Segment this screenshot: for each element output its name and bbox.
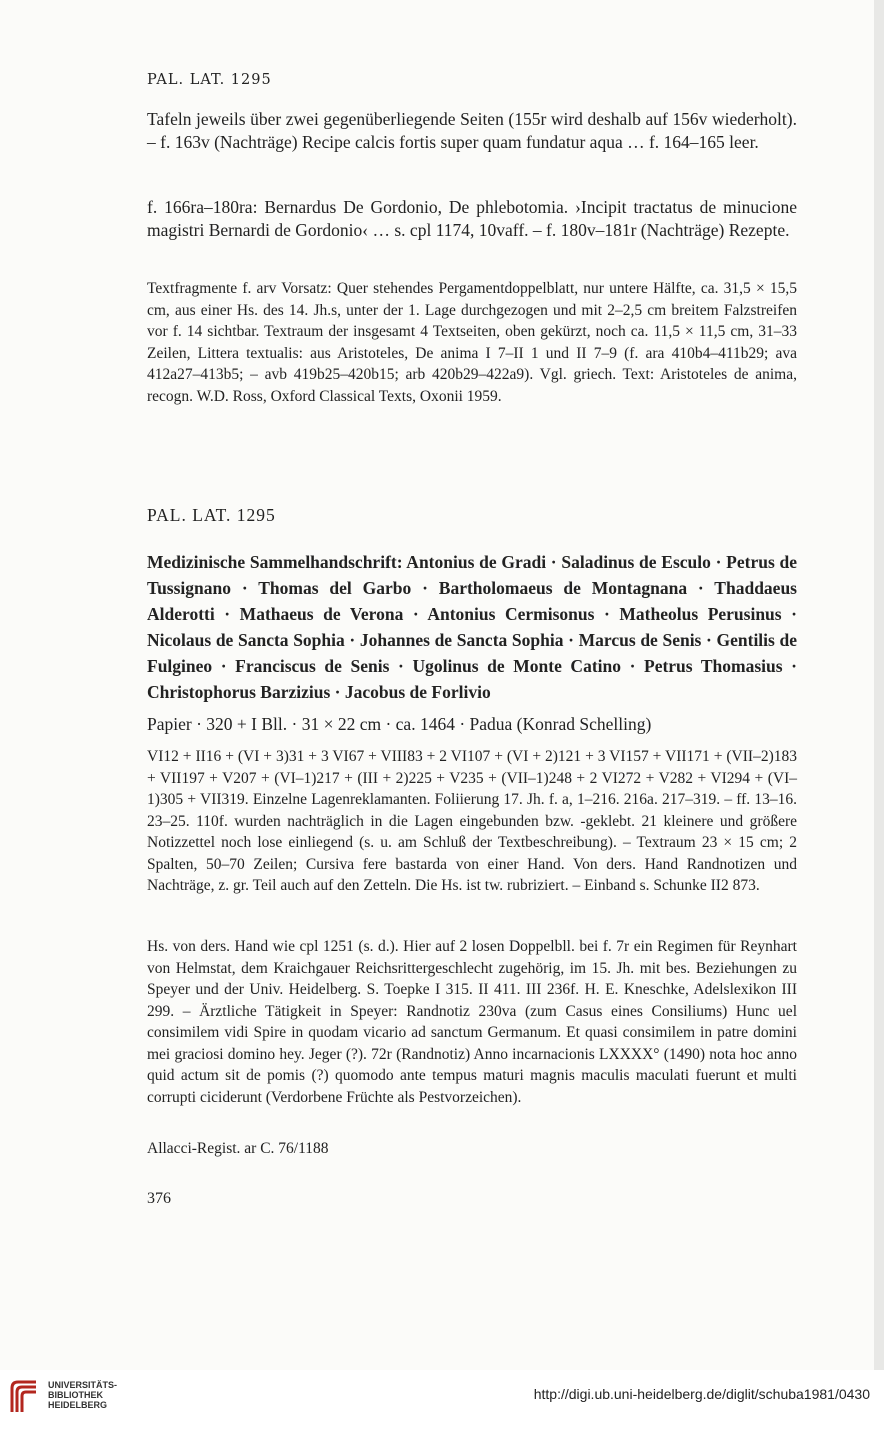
allacci-text: Allacci-Regist. ar C. 76/1188 bbox=[147, 1140, 329, 1157]
page-number: 376 bbox=[147, 1190, 171, 1207]
logo-line-2: BIBLIOTHEK bbox=[48, 1390, 103, 1400]
provenance-text: Hs. von ders. Hand wie cpl 1251 (s. d.). Hier auf 2 losen Doppelbll. bei f. 7r ein Regimen für Reynhart von Helmstat, dem Kraichgauer Reichsrittergeschlecht zugehörig, im 15. Jh. mit bes. Beziehungen zu Speyer und der Univ. Heidelberg. S. Toepke I 315. II 411. III 236f. H. E. Kneschke, Adelslexikon III 299. – Ärztliche Tätigkeit in Speyer: Randnotiz 230va (zum Casus eines Consiliums) Hunc uel consimilem vidi Spire in quodam vicario ad sanctum Germanum. Et quasi consimilem in patre domini mei graciosi domino hey. Jeger (?). 72r (Randnotiz) Anno incarnacionis LXXXX° (1490) nota hoc anno quid actum sit de pomis (?) quomodo ante tempus maturi magnis maculis maculati fuerunt et multi corrupti ciciderunt (Verdorbene Früchte als Pestvorzeichen). bbox=[147, 938, 797, 1106]
source-url[interactable]: http://digi.ub.uni-heidelberg.de/diglit/schuba1981/0430 bbox=[533, 1386, 870, 1402]
collation-text: VI12 + II16 + (VI + 3)31 + 3 VI67 + VIII83 + 2 VI107 + (VI + 2)121 + 3 VI157 + VII171 + (VII–2)183 + VII197 + V207 + (VI–1)217 + (III + 2)225 + V235 + (VII–1)248 + 2 VI272 + V282 + VI294 + (VI–1)305 + VII319. Einzelne Lagenreklamanten. Foliierung 17. Jh. f. a, 1–216. 216a. 217–319. – ff. 13–16. 23–25. 110f. wurden nachträglich in die Lagen eingebunden bzw. -geklebt. 21 kleinere und größere Notizzettel noch lose einliegend (s. u. am Schluß der Textbeschreibung). – Textraum 23 × 15 cm; 2 Spalten, 50–70 Zeilen; Cursiva fere bastarda von einer Hand. Von ders. Hand Randnotizen und Nachträge, z. gr. Teil auch auf den Zetteln. Die Hs. ist tw. rubriziert. – Einband s. Schunke II2 873. bbox=[147, 748, 797, 894]
page-edge bbox=[874, 0, 884, 1430]
paragraph-top-1 bbox=[147, 108, 797, 153]
paragraph-top-3 bbox=[147, 278, 797, 407]
provenance-paragraph bbox=[147, 936, 797, 1108]
manuscript-heading bbox=[147, 549, 797, 705]
paragraph-top-2-text: f. 166ra–180ra: Bernardus De Gordonio, De phlebotomia. ›Incipit tractatus de minucione magistri Bernardi de Gordonio‹ … s. cpl 1174, 10vaff. – f. 180v–181r (Nachträge) Rezepte. bbox=[147, 197, 797, 240]
library-logo-icon bbox=[8, 1378, 40, 1416]
section-title: PAL. LAT. 1295 bbox=[147, 505, 276, 525]
library-logo-text bbox=[48, 1380, 117, 1410]
logo-line-3: HEIDELBERG bbox=[48, 1400, 108, 1410]
running-head: PAL. LAT. 1295 bbox=[147, 72, 272, 88]
manuscript-heading-text: Medizinische Sammelhandschrift: Antonius de Gradi · Saladinus de Esculo · Petrus de Tussignano · Thomas del Garbo · Bartholomaeus de Montagnana · Thaddaeus Alderotti · Mathaeus de Verona · Antonius Cermisonus · Matheolus Perusinus · Nicolaus de Sancta Sophia · Johannes de Sancta Sophia · Marcus de Senis · Gentilis de Fulgineo · Franciscus de Senis · Ugolinus de Monte Catino · Petrus Thomasius · Christophorus Barzizius · Jacobus de Forlivio bbox=[147, 552, 797, 702]
logo-line-1: UNIVERSITÄTS- bbox=[48, 1380, 118, 1390]
allacci-register bbox=[147, 1138, 797, 1160]
collation-paragraph bbox=[147, 746, 797, 897]
paragraph-top-3-text: Textfragmente f. arv Vorsatz: Quer stehendes Pergamentdoppelblatt, nur untere Hälfte, ca. 31,5 × 15,5 cm, aus einer Hs. des 14. Jh.s, unter der 1. Lage durchgezogen und mit 2–2,5 cm breitem Falzstreifen vor f. 14 sichtbar. Textraum der insgesamt 4 Textseiten, oben gekürzt, noch ca. 11,5 × 11,5 cm, 31–33 Zeilen, Littera textualis: aus Aristoteles, De anima I 7–II 1 und II 7–9 (f. ara 410b4–411b29; ava 412a27–413b5; – avb 419b25–420b15; arb 420b29–422a9). Vgl. griech. Text: Aristoteles de anima, recogn. W.D. Ross, Oxford Classical Texts, Oxonii 1959. bbox=[147, 280, 797, 405]
paragraph-top-2 bbox=[147, 196, 797, 241]
paragraph-top-1-text: Tafeln jeweils über zwei gegenüberliegende Seiten (155r wird deshalb auf 156v wiederholt). – f. 163v (Nachträge) Recipe calcis fortis super quam fundatur aqua … f. 164–165 leer. bbox=[147, 109, 797, 152]
manuscript-meta: Papier · 320 + I Bll. · 31 × 22 cm · ca. 1464 · Padua (Konrad Schelling) bbox=[147, 714, 652, 734]
